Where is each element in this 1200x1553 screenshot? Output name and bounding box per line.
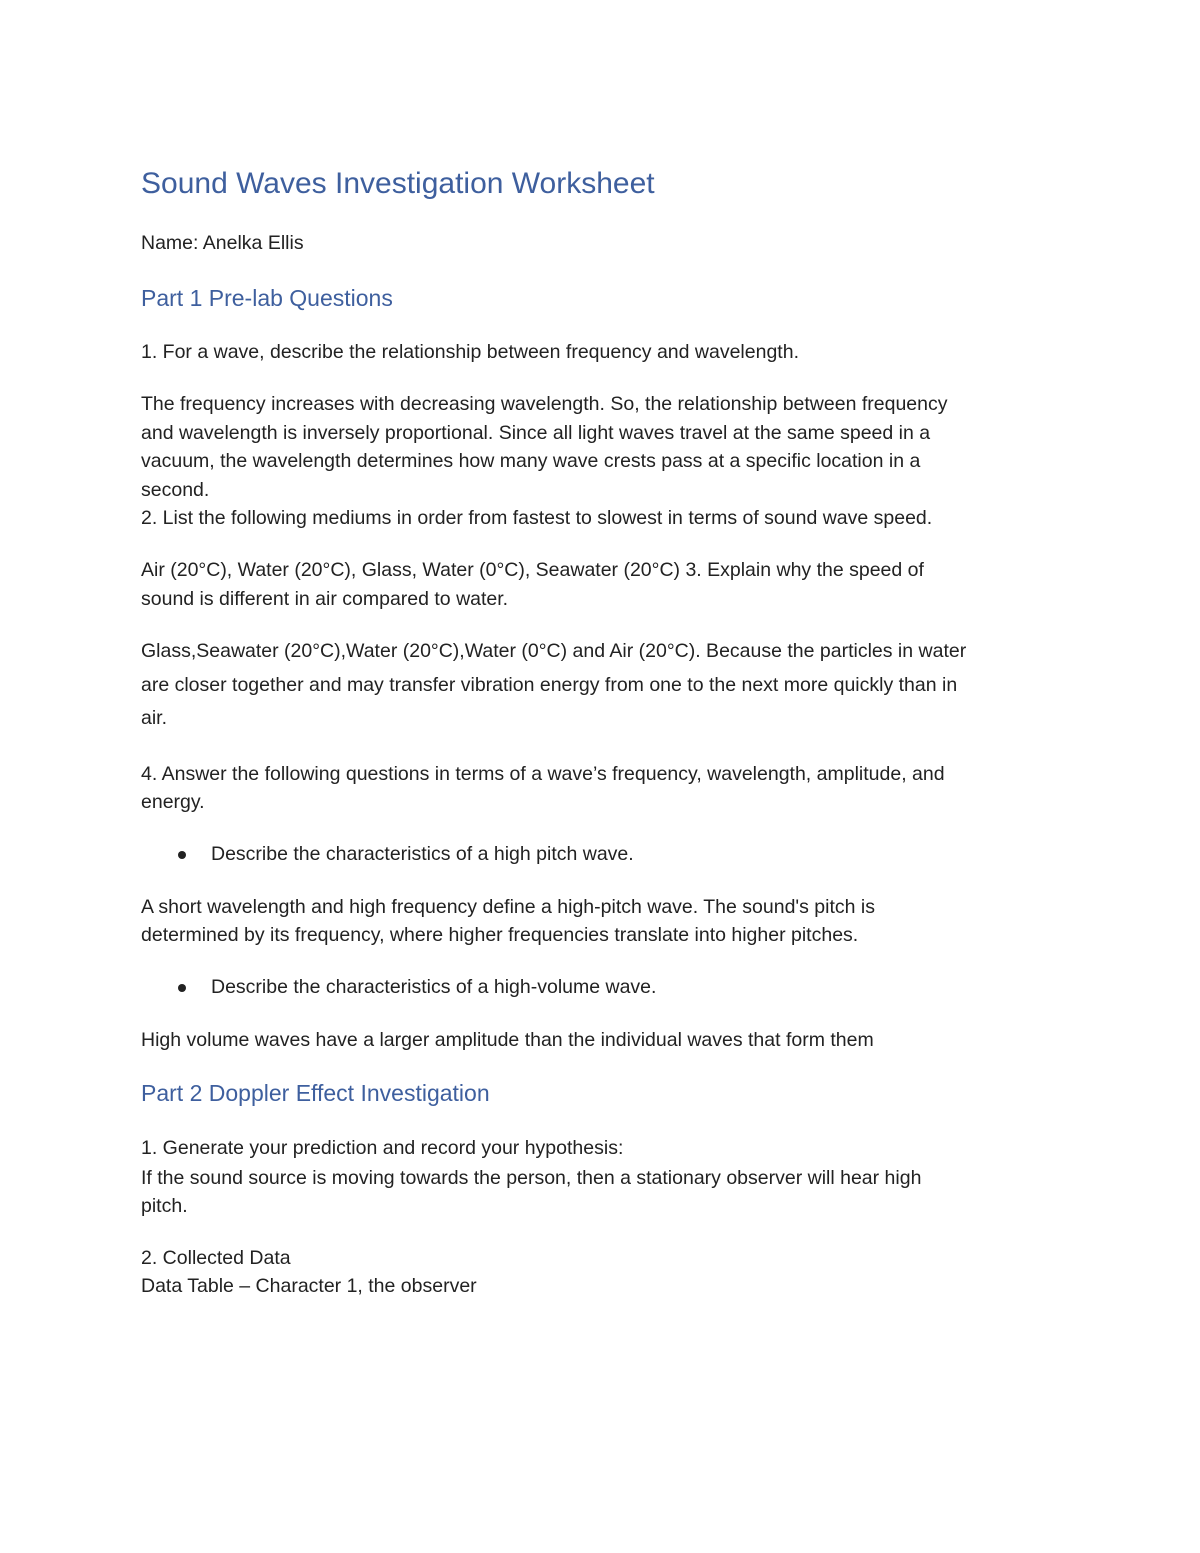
bullet-1-answer-line: determined by its frequency, where higher frequencies translate into higher pitches. [141, 924, 859, 946]
bullet-2-answer: High volume waves have a larger amplitude than the individual waves that form them [141, 1029, 874, 1051]
document-title: Sound Waves Investigation Worksheet [141, 167, 655, 200]
answer-1-line: The frequency increases with decreasing wavelength. So, the relationship between frequency [141, 393, 948, 415]
answer-3-line: air. [141, 707, 168, 729]
answer-2-line: sound is different in air compared to water. [141, 588, 509, 610]
question-2: 2. List the following mediums in order from fastest to slowest in terms of sound wave speed. [141, 507, 933, 529]
part2-question-2: 2. Collected Data [141, 1247, 291, 1269]
part1-heading: Part 1 Pre-lab Questions [141, 285, 393, 311]
data-table-caption: Data Table – Character 1, the observer [141, 1275, 477, 1297]
answer-2-line: Air (20°C), Water (20°C), Glass, Water (0°C), Seawater (20°C) 3. Explain why the speed of [141, 559, 924, 581]
bullet-1-answer-line: A short wavelength and high frequency define a high-pitch wave. The sound's pitch is [141, 896, 875, 918]
answer-3-line: are closer together and may transfer vibration energy from one to the next more quickly than in [141, 674, 958, 696]
part2-heading: Part 2 Doppler Effect Investigation [141, 1080, 490, 1106]
name-line: Name: Anelka Ellis [141, 232, 304, 254]
answer-1-line: and wavelength is inversely proportional. Since all light waves travel at the same speed in a [141, 422, 931, 444]
answer-3-line: Glass,Seawater (20°C),Water (20°C),Water (0°C) and Air (20°C). Because the particles in water [141, 640, 967, 662]
part2-question-1: 1. Generate your prediction and record your hypothesis: [141, 1137, 624, 1159]
bullet-high-volume: Describe the characteristics of a high-volume wave. [211, 976, 657, 998]
question-1: 1. For a wave, describe the relationship between frequency and wavelength. [141, 341, 799, 363]
part2-answer-1-line: pitch. [141, 1195, 188, 1217]
answer-1-line: second. [141, 479, 210, 501]
bullet-high-pitch: Describe the characteristics of a high pitch wave. [211, 843, 634, 865]
bullet-icon [178, 851, 186, 859]
question-4-line: energy. [141, 791, 205, 813]
part2-answer-1-line: If the sound source is moving towards the person, then a stationary observer will hear high [141, 1167, 922, 1189]
bullet-icon [178, 984, 186, 992]
question-4-line: 4. Answer the following questions in terms of a wave’s frequency, wavelength, amplitude, and [141, 763, 945, 785]
answer-1-line: vacuum, the wavelength determines how many wave crests pass at a specific location in a [141, 450, 921, 472]
